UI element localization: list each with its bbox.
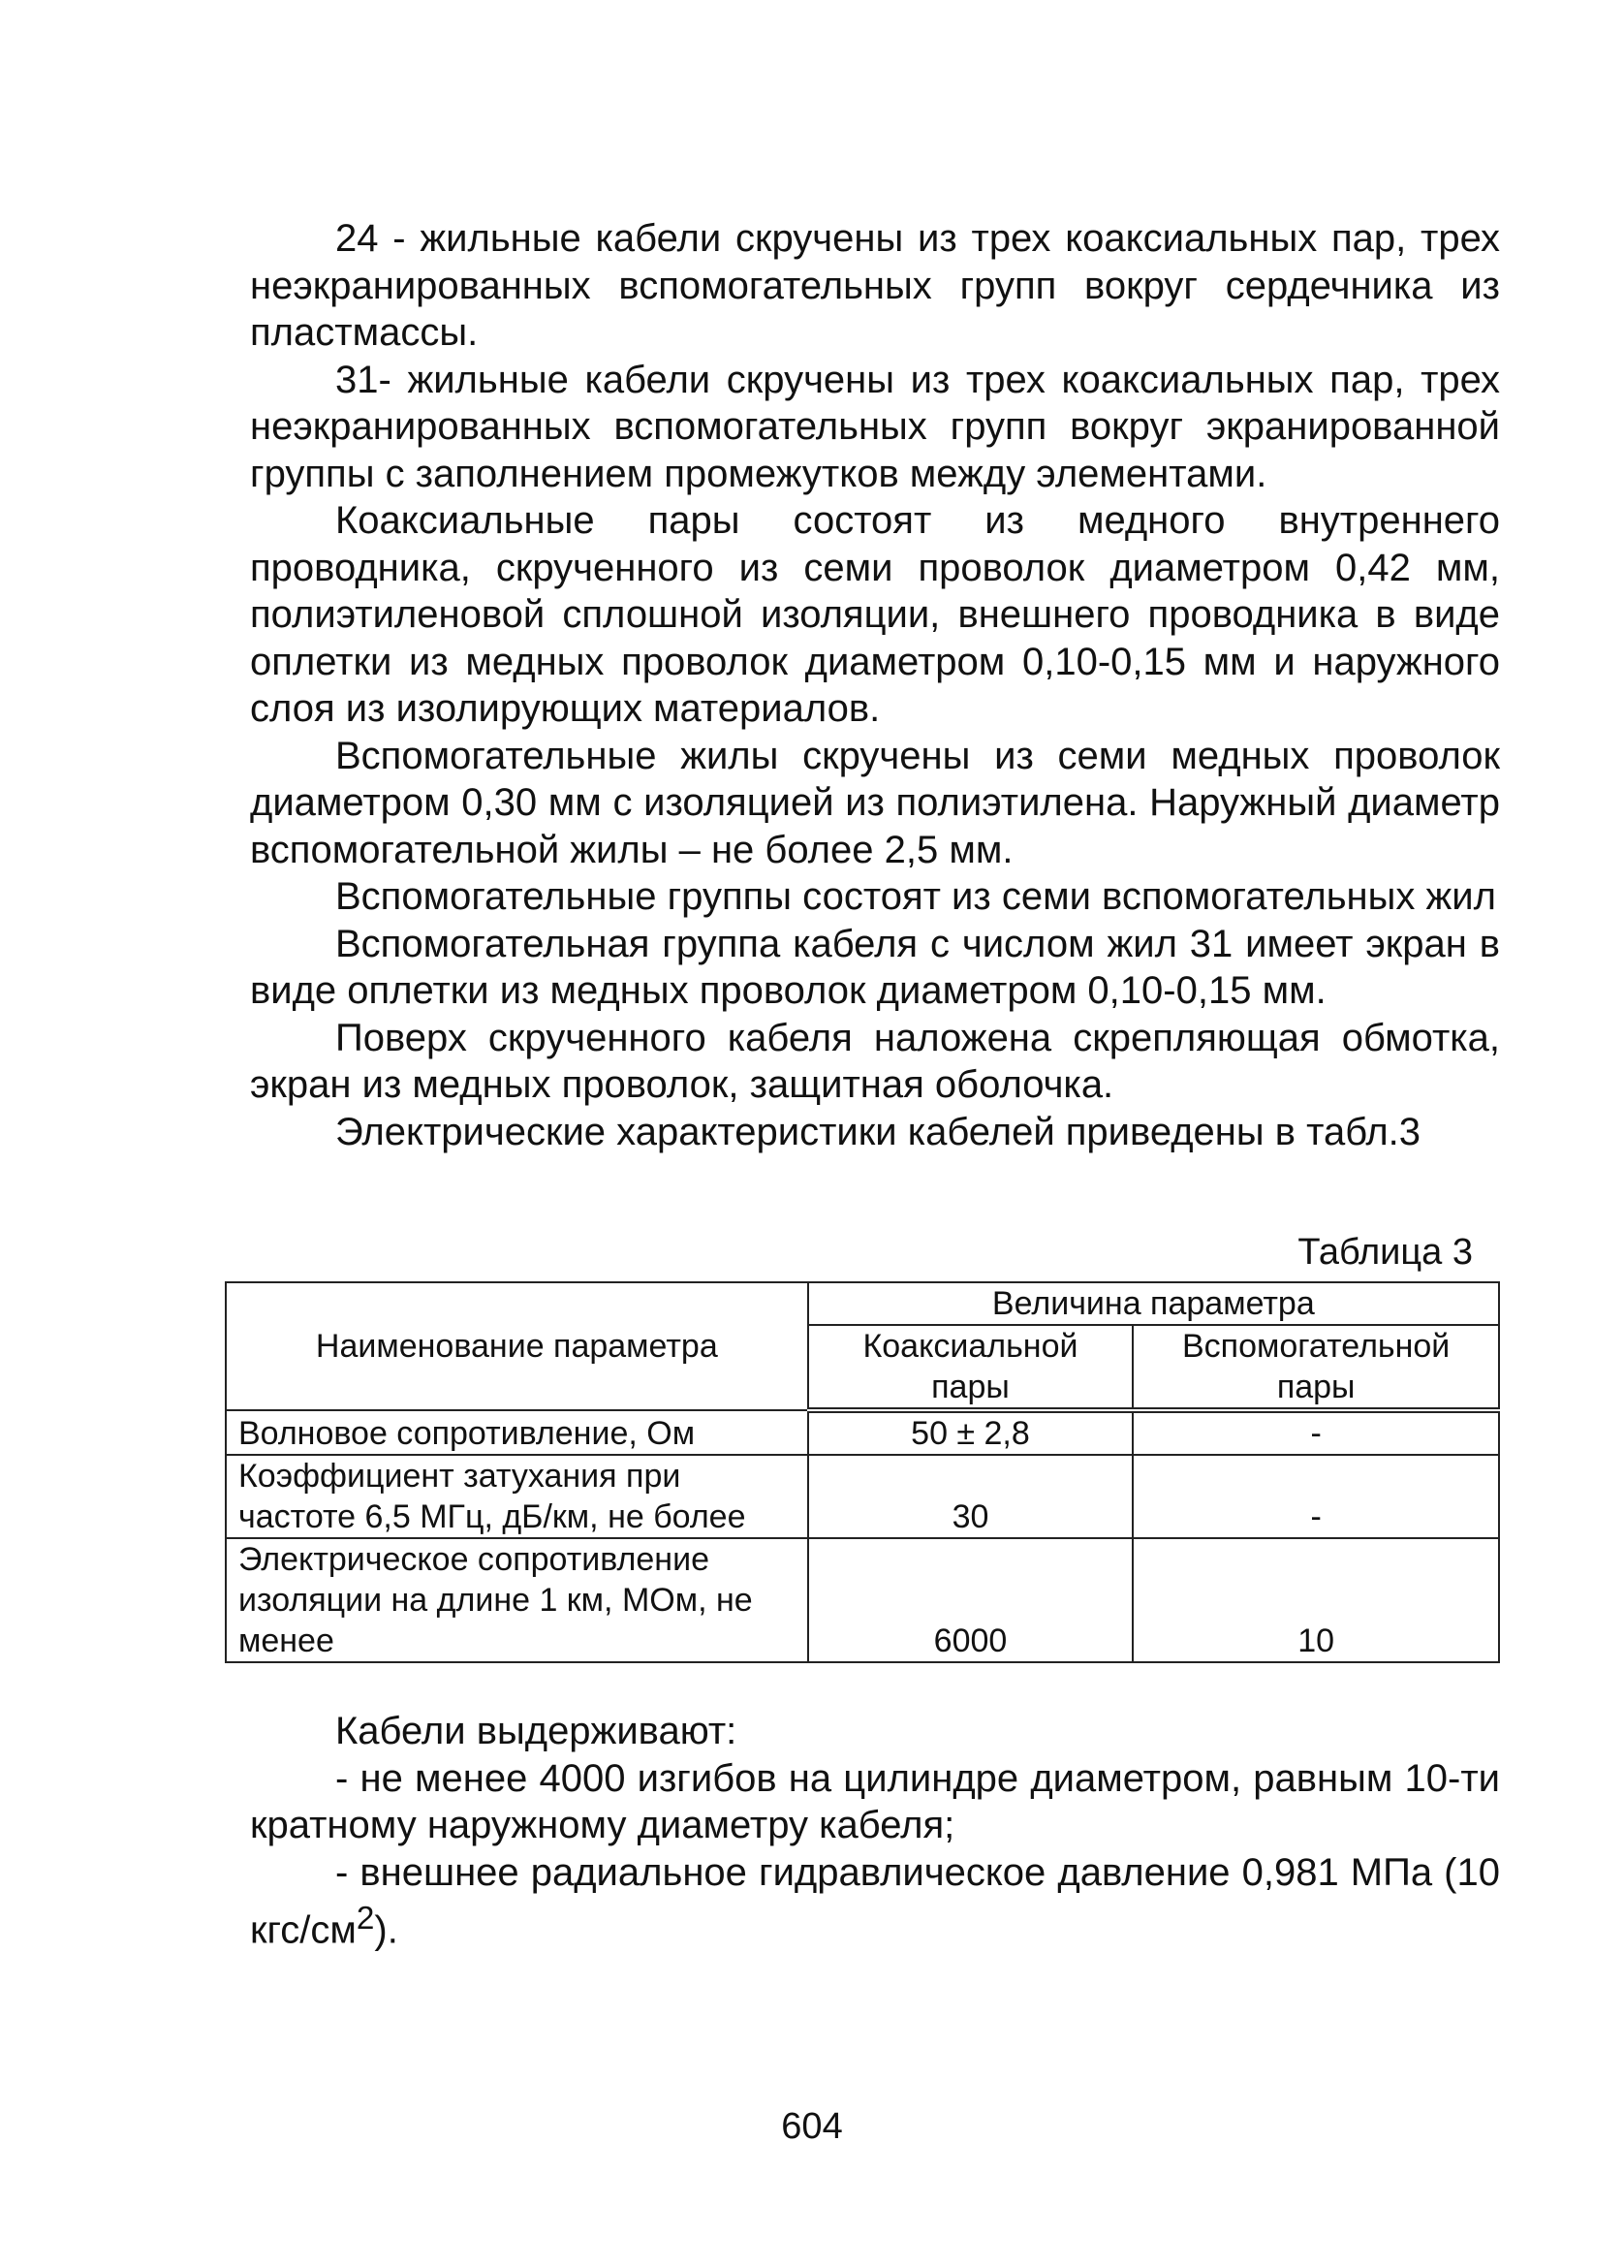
row-param-name: Электрическое сопротивление изоляции на длине 1 км, МОм, не менее [226, 1538, 808, 1662]
paragraph-31-core: 31- жильные кабели скручены из трех коаксиальных пар, трех неэкранированных вспомогательных групп вокруг экранированной группы с заполнением промежутков между элементами. [250, 358, 1500, 495]
paragraph-table-reference: Электрические характеристики кабелей приведены в табл.3 [335, 1110, 1421, 1153]
paragraph-24-core: 24 - жильные кабели скручены из трех коаксиальных пар, трех неэкранированных вспомогательных групп вокруг сердечника из пластмассы. [250, 217, 1500, 354]
row-auxiliary-value: - [1133, 1410, 1499, 1455]
parameters-table [225, 1281, 1500, 1663]
header-coaxial: Коаксиальной пары [808, 1325, 1134, 1410]
header-auxiliary: Вспомогательной пары [1133, 1325, 1499, 1410]
table-caption: Таблица 3 [1297, 1232, 1473, 1273]
row-coaxial-value: 50 ± 2,8 [808, 1410, 1134, 1455]
header-param-name: Наименование параметра [226, 1282, 808, 1410]
row-coaxial-value: 30 [808, 1455, 1134, 1538]
row-param-name: Волновое сопротивление, Ом [226, 1410, 808, 1455]
table-row [226, 1410, 1499, 1455]
page-number: 604 [781, 2106, 843, 2147]
pressure-text-end: ). [374, 1908, 398, 1952]
table-row [226, 1538, 1499, 1662]
paragraph-outer-layers: Поверх скрученного кабеля наложена скрепляющая обмотка, экран из медных проволок, защитная оболочка. [250, 1016, 1500, 1106]
paragraph-auxiliary-cores: Вспомогательные жилы скручены из семи медных проволок диаметром 0,30 мм с изоляцией из полиэтилена. Наружный диаметр вспомогательной жилы – не более 2,5 мм. [250, 734, 1500, 871]
table-row [226, 1455, 1499, 1538]
header-value-group: Величина параметра [808, 1282, 1499, 1325]
paragraph-coaxial-pairs: Коаксиальные пары состоят из медного внутреннего проводника, скрученного из семи проволок диаметром 0,42 мм, полиэтиленовой сплошной изоляции, внешнего проводника в виде оплетки из медных проволок диаметром 0,10-0,15 мм и наружного слоя из изолирующих материалов. [250, 499, 1500, 730]
row-auxiliary-value: - [1133, 1455, 1499, 1538]
row-coaxial-value: 6000 [808, 1538, 1134, 1662]
row-auxiliary-value: 10 [1133, 1538, 1499, 1662]
closing-item-bends: - не менее 4000 изгибов на цилиндре диаметром, равным 10-ти кратному наружному диаметру кабеля; [250, 1756, 1500, 1846]
body-text [250, 215, 1500, 1155]
row-param-name: Коэффициент затухания при частоте 6,5 МГц, дБ/км, не более [226, 1455, 808, 1538]
closing-intro: Кабели выдерживают: [335, 1710, 737, 1752]
paragraph-group-screen: Вспомогательная группа кабеля с числом жил 31 имеет экран в виде оплетки из медных проволок диаметром 0,10-0,15 мм. [250, 922, 1500, 1012]
closing-text [250, 1708, 1500, 1954]
closing-item-pressure [250, 1849, 1500, 1954]
pressure-unit-superscript: 2 [356, 1901, 375, 1937]
paragraph-auxiliary-groups: Вспомогательные группы состоят из семи вспомогательных жил [335, 875, 1496, 918]
pressure-text: - внешнее радиальное гидравлическое давление 0,981 МПа (10 кгс/см [250, 1850, 1500, 1952]
